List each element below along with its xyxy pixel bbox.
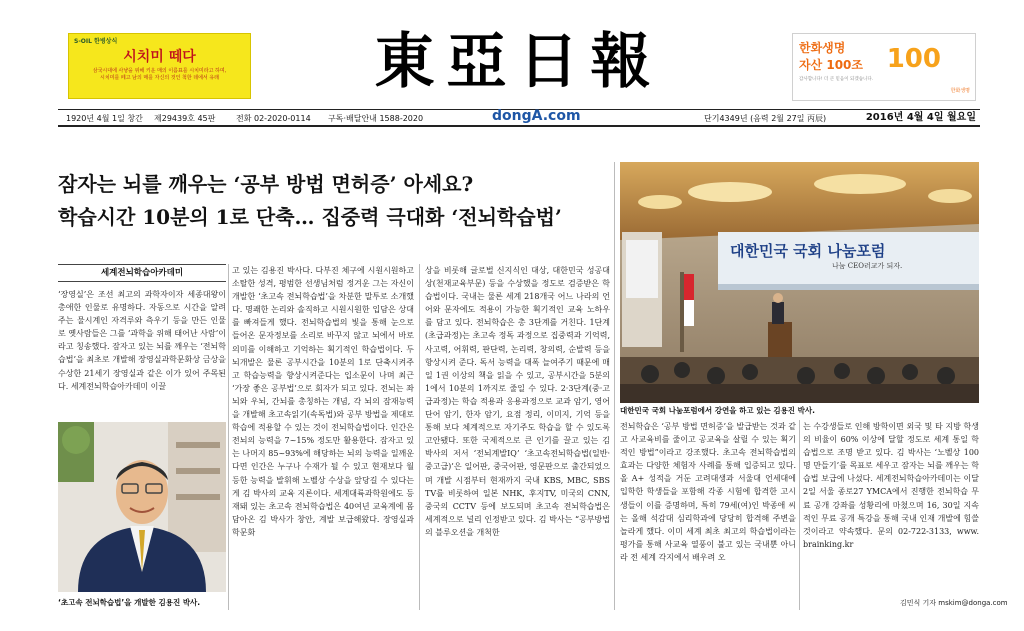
column-divider <box>799 420 800 610</box>
column-divider <box>614 162 615 610</box>
portrait-photo <box>58 422 226 592</box>
ad-right-100-logo: 100 <box>886 44 941 74</box>
column-5-text: 는 수강생들로 인해 방학이면 외국 및 타 지방 학생의 비율이 60% 이상에 달할 정도로 세계 통일 학습법으로 조명 받고 있다. 김 박사는 ‘노벨상 100명 만들기’를 목표로 세우고 잠자는 뇌를 깨우는 학습법 보급에 나섰다. 세계전뇌학습아카데미는 이달 2일 서울 종로27 YMCA에서 진행한 전뇌학습 무료 공개 강좌를 성황리에 마쳤으며 16, 30일 지속적인 무료 공개 특강을 통해 국내 인재 개발에 힘쓸 것이라고 약속했다. 문의 02-722-3133, www. brainking.kr <box>803 422 979 549</box>
issue-date: 2016년 4월 4일 월요일 <box>865 112 976 123</box>
ad-right-line3: 감사합니다! 더 큰 믿음이 되겠습니다. <box>799 77 874 82</box>
photo-caption-portrait: ‘초고속 전뇌학습법’을 개발한 김용진 박사. <box>58 598 201 607</box>
column-4-text: 전뇌학습은 ‘공부 방법 면허증’을 발급받는 것과 같고 사교육비를 줄이고 공교육을 살릴 수 있는 획기적인 방법”이라고 강조했다. 초고속 전뇌학습법의 효과는 다양한 체험자 사례를 통해 입증되고 있다. 올 A+ 성적을 거둔 고려대생과 서울대 언세대에 입학한 학생들을 포함해 각종 시험에 합격한 고시생들이 이를 증명하며, 특히 79세(여)인 박종애 씨는 올해 석감대 심리학과에 당당히 합격해 주변을 놀라게 했다. 이미 세계 최초 최고의 학습법이라는 평가를 통해 사교육 열풍이 불고 있는 국내뿐 아니라 전 세계 각지에서 배우려 오 <box>620 422 796 562</box>
subscribe-text: 구독·배달안내 1588-2020 <box>328 114 424 123</box>
photo-caption-main: 대한민국 국회 나눔포럼에서 강연을 하고 있는 김용진 박사. <box>620 406 816 415</box>
ad-right-line2: 자산 100조 <box>799 58 864 72</box>
article-column-2 <box>232 264 414 610</box>
photo-banner-title: 대한민국 국회 나눔포럼 <box>730 242 886 260</box>
column-1-text: ‘장영실’은 조선 최고의 과학자이자 세종대왕이 총애한 인물로 유명하다. 자동으로 시간을 알려주는 물시계인 자격루와 측우기 등을 만든 인물로 옛사람들은 그를 ‘과학을 위해 태어난 사람’이라고 칭송했다. 잠자고 있는 뇌를 깨우는 ‘전뇌학습법’을 최초로 개발해 장영실과학문화상 금상을 수상한 21세기 장영실과 같은 이가 있어 주목된다. 세계전뇌학습아카데미 이끌 <box>58 290 226 391</box>
photo-banner-subtitle: 나눔 CEO러교가 되자. <box>832 262 903 270</box>
ad-title: 시치미 떼다 <box>123 49 196 65</box>
newspaper-logo[interactable]: 東亞日報 <box>374 27 663 97</box>
lecture-photo <box>620 162 979 403</box>
column-2-text: 고 있는 김용진 박사다. 다부진 체구에 시원시원하고 소탈한 성격, 평범한 선생님처럼 정겨운 그는 자신이 개발한 ‘초고속 전뇌학습법’을 차분한 말투로 소개했다. 명쾌한 논리와 솔직하고 시원시원한 입담은 상대를 빠져들게 했다. 전뇌학습법의 빛을 통해 눈으로 들어온 문자정보를 소리로 바꾸지 않고 뇌에서 바로 의미를 이해하고 기억하는 획기적인 학습법이다. 두뇌개발은 물론 공부시간을 10분의 1로 단축시켜주고 학습능력을 향상시켜준다는 입소문이 나며 최근 ‘가장 좋은 공부법’으로 회자가 되고 있다. 전뇌는 좌뇌와 우뇌, 간뇌를 총칭하는 개념, 각 뇌의 잠재능력을 개발해 초고속읽기(속독법)와 공부 방법을 제대로 학습에 적용할 수 있는 것이 전뇌학습법이다. 인간은 전뇌의 능력을 7~15% 정도만 활용한다. 잠자고 있는 나머지 85~93%에 해당하는 뇌의 능력을 일깨운다면 인간은 누구나 수재가 될 수 있고 현재보다 월등한 능력을 발휘해 노벨상 수상을 앞당길 수 있다는 게 김 박사의 교육 지론이다. 세계대륙과학원에도 등재돼 있는 초고속 전뇌학습법은 40여년 교육계에 몸담아온 김 박사가 창안, 계발 보급해왔다. 장영실과학문화 <box>232 266 414 537</box>
ad-body-line2: 시치미를 떼고 남의 매를 자신의 것인 척한 데에서 유래 <box>100 75 219 81</box>
ad-right-company: 한화생명 <box>950 88 970 94</box>
article-column-3 <box>425 264 610 610</box>
column-3-text: 상을 비롯해 글로벌 신지식인 대상, 대한민국 성공대상(천재교육부문) 등을 수상했을 정도로 검증받은 학습법이다. 국내는 물론 세계 218개국 어느 나라의 언어와 문자에도 적용이 가능한 획기적인 교육 노하우를 담고 있다. 전뇌학습은 총 3단계를 거친다. 1단계(초급과정)는 초고속 정독 과정으로 집중력과 기억력, 사고력, 어휘력, 판단력, 논리력, 창의력, 순발력 등을 향상시켜 준다. 독서 능력을 대폭 늘여주기 때문에 매일 1권 이상의 책을 읽을 수 있고, 공부시간을 5분의 1에서 10분의 1까지로 줄일 수 있다. 2·3단계(중·고급과정)는 학습 적용과 응용과정으로 교과 암기, 영어단어 암기, 한자 암기, 요점 정리, 이미지, 기억 등을 통해 보다 체계적으로 자기주도 학습을 할 수 있도록 고안됐다. 또한 국제적으로 큰 인기를 끌고 있는 김 박사의 저서 ‘전뇌계발IQ’ ‘초고속전뇌학습법(일반·중고급)’은 일어판, 중국어판, 영문판으로 출간되었으며 개발 시점부터 현재까지 국내 KBS, MBC, SBS TV를 비롯하여 일본 NHK, 후지TV, 미국의 CNN, 중국의 CCTV 등에 보도되며 초고속 전뇌학습법은 세계적으로 널리 인정받고 있다. 김 박사는 “공부방법의 블루오션을 개척한 <box>425 266 610 537</box>
column-divider <box>228 264 229 610</box>
headline-primary: 잠자는 뇌를 깨우는 ‘공부 방법 면허증’ 아세요? <box>58 172 474 196</box>
ad-brand: S-OIL 한병상식 <box>74 38 118 45</box>
ad-right-line1: 한화생명 <box>799 41 846 55</box>
dateline-bar <box>58 109 980 127</box>
site-link[interactable]: dongA.com <box>492 108 581 124</box>
ad-banner-right[interactable] <box>792 33 976 101</box>
article-column-1 <box>58 288 226 416</box>
issue-text: 제29439호 45판 <box>154 114 216 123</box>
phone-text: 전화 02-2020-0114 <box>236 114 311 123</box>
ad-body-line1: 삼국시대에 사냥을 위해 키운 매의 이름표를 시치미라고 하며, <box>92 68 227 74</box>
byline: 김민식 기자 mskim@donga.com <box>900 599 1008 607</box>
article-column-4 <box>620 420 796 610</box>
ad-banner-left[interactable] <box>68 33 251 99</box>
founded-text: 1920년 4월 1일 창간 <box>66 114 143 123</box>
headline-secondary: 학습시간 10분의 1로 단축… 집중력 극대화 ‘전뇌학습법’ <box>58 205 562 229</box>
column-divider <box>419 264 420 610</box>
lunar-date-text: 단기4349년 (음력 2월 27일 丙辰) <box>704 114 827 123</box>
article-column-5 <box>803 420 979 592</box>
organization-label: 세계전뇌학습아카데미 <box>58 264 226 282</box>
